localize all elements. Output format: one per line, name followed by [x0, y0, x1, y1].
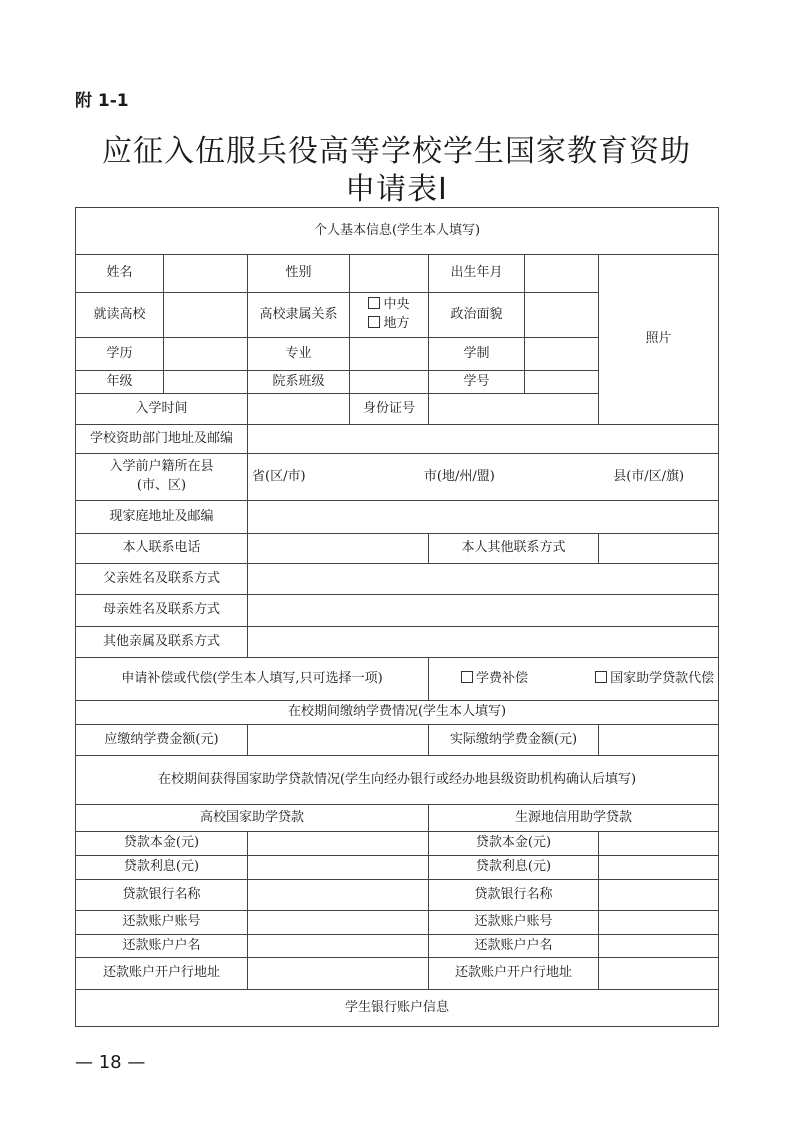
major-label: 专业 — [248, 338, 350, 371]
length-label: 学制 — [429, 338, 525, 371]
relative-field[interactable] — [248, 627, 719, 658]
gender-field[interactable] — [350, 255, 429, 293]
enroll-time-label: 入学时间 — [76, 394, 248, 425]
annex-label: 附 1-1 — [75, 91, 129, 111]
political-label: 政治面貌 — [429, 293, 525, 338]
mother-label: 母亲姓名及联系方式 — [76, 595, 248, 627]
phone-field[interactable] — [248, 534, 429, 564]
loan-repay-option[interactable] — [595, 670, 714, 689]
aid-office-field[interactable] — [248, 425, 719, 454]
birth-label: 出生年月 — [429, 255, 525, 293]
origin-branch-field[interactable] — [599, 958, 719, 990]
central-option[interactable] — [352, 296, 426, 315]
bank-info-header: 学生银行账户信息 — [76, 990, 719, 1027]
province-label: 省(区/市) — [252, 468, 306, 484]
origin-loan-header: 生源地信用助学贷款 — [429, 805, 719, 832]
household-field[interactable] — [248, 454, 719, 501]
origin-interest-label: 贷款利息(元) — [429, 856, 599, 880]
tuition-comp-option[interactable] — [461, 670, 528, 689]
tuition-due-label: 应缴纳学费金额(元) — [76, 725, 248, 756]
basic-info-header: 个人基本信息(学生本人填写) — [76, 208, 719, 255]
major-field[interactable] — [350, 338, 429, 371]
relative-label: 其他亲属及联系方式 — [76, 627, 248, 658]
dept-class-label: 院系班级 — [248, 371, 350, 394]
loan-repay-checkbox[interactable] — [595, 671, 607, 683]
name-label: 姓名 — [76, 255, 164, 293]
length-field[interactable] — [525, 338, 599, 371]
campus-loan-header: 高校国家助学贷款 — [76, 805, 429, 832]
father-label: 父亲姓名及联系方式 — [76, 564, 248, 595]
tuition-due-field[interactable] — [248, 725, 429, 756]
household-label-line1: 入学前户籍所在县 — [109, 459, 214, 475]
grade-field[interactable] — [164, 371, 248, 394]
campus-account-no-label: 还款账户账号 — [76, 911, 248, 935]
campus-account-no-field[interactable] — [248, 911, 429, 935]
origin-branch-label: 还款账户开户行地址 — [429, 958, 599, 990]
birth-field[interactable] — [525, 255, 599, 293]
apply-type-options — [429, 658, 719, 701]
other-contact-field[interactable] — [599, 534, 719, 564]
tuition-header: 在校期间缴纳学费情况(学生本人填写) — [76, 701, 719, 725]
local-label: 地方 — [383, 316, 410, 331]
political-field[interactable] — [525, 293, 599, 338]
father-field[interactable] — [248, 564, 719, 595]
name-field[interactable] — [164, 255, 248, 293]
origin-principal-field[interactable] — [599, 832, 719, 856]
tuition-paid-label: 实际缴纳学费金额(元) — [429, 725, 599, 756]
student-id-field[interactable] — [525, 371, 599, 394]
tuition-paid-field[interactable] — [599, 725, 719, 756]
education-field[interactable] — [164, 338, 248, 371]
affiliation-options — [350, 293, 429, 338]
origin-principal-label: 贷款本金(元) — [429, 832, 599, 856]
central-label: 中央 — [383, 297, 410, 313]
origin-interest-field[interactable] — [599, 856, 719, 880]
home-address-field[interactable] — [248, 501, 719, 534]
education-label: 学历 — [76, 338, 164, 371]
campus-bank-label: 贷款银行名称 — [76, 880, 248, 911]
enroll-time-field[interactable] — [248, 394, 350, 425]
affiliation-label: 高校隶属关系 — [248, 293, 350, 338]
local-option[interactable] — [352, 315, 426, 334]
tuition-comp-checkbox[interactable] — [461, 671, 473, 683]
campus-bank-field[interactable] — [248, 880, 429, 911]
id-number-field[interactable] — [429, 394, 599, 425]
grade-label: 年级 — [76, 371, 164, 394]
county-label: 县(市/区/旗) — [613, 468, 685, 484]
origin-account-no-field[interactable] — [599, 911, 719, 935]
school-field[interactable] — [164, 293, 248, 338]
campus-principal-label: 贷款本金(元) — [76, 832, 248, 856]
origin-account-name-label: 还款账户户名 — [429, 935, 599, 958]
campus-account-name-label: 还款账户户名 — [76, 935, 248, 958]
application-form-table — [75, 207, 719, 1027]
form-title: 应征入伍服兵役高等学校学生国家教育资助 — [102, 134, 691, 169]
campus-branch-label: 还款账户开户行地址 — [76, 958, 248, 990]
campus-interest-field[interactable] — [248, 856, 429, 880]
other-contact-label: 本人其他联系方式 — [429, 534, 599, 564]
aid-office-label: 学校资助部门地址及邮编 — [76, 425, 248, 454]
form-subtitle: 申请表Ⅰ — [345, 172, 448, 207]
student-id-label: 学号 — [429, 371, 525, 394]
gender-label: 性别 — [248, 255, 350, 293]
mother-field[interactable] — [248, 595, 719, 627]
campus-branch-field[interactable] — [248, 958, 429, 990]
origin-account-no-label: 还款账户账号 — [429, 911, 599, 935]
page-number: — 18 — — [75, 1052, 146, 1073]
campus-account-name-field[interactable] — [248, 935, 429, 958]
city-label: 市(地/州/盟) — [423, 468, 495, 484]
loan-header: 在校期间获得国家助学贷款情况(学生向经办银行或经办地县级资助机构确认后填写) — [76, 756, 719, 805]
dept-class-field[interactable] — [350, 371, 429, 394]
local-checkbox[interactable] — [368, 316, 380, 328]
origin-bank-label: 贷款银行名称 — [429, 880, 599, 911]
home-address-label: 现家庭地址及邮编 — [76, 501, 248, 534]
apply-type-label: 申请补偿或代偿(学生本人填写,只可选择一项) — [76, 658, 429, 701]
photo-box[interactable]: 照片 — [599, 255, 719, 425]
campus-principal-field[interactable] — [248, 832, 429, 856]
tuition-comp-label: 学费补偿 — [476, 670, 529, 686]
household-label-line2: (市、区) — [136, 478, 187, 493]
phone-label: 本人联系电话 — [76, 534, 248, 564]
id-number-label: 身份证号 — [350, 394, 429, 425]
campus-interest-label: 贷款利息(元) — [76, 856, 248, 880]
origin-account-name-field[interactable] — [599, 935, 719, 958]
household-label — [76, 454, 248, 501]
loan-repay-label: 国家助学贷款代偿 — [610, 670, 715, 686]
school-label: 就读高校 — [76, 293, 164, 338]
central-checkbox[interactable] — [368, 297, 380, 309]
origin-bank-field[interactable] — [599, 880, 719, 911]
